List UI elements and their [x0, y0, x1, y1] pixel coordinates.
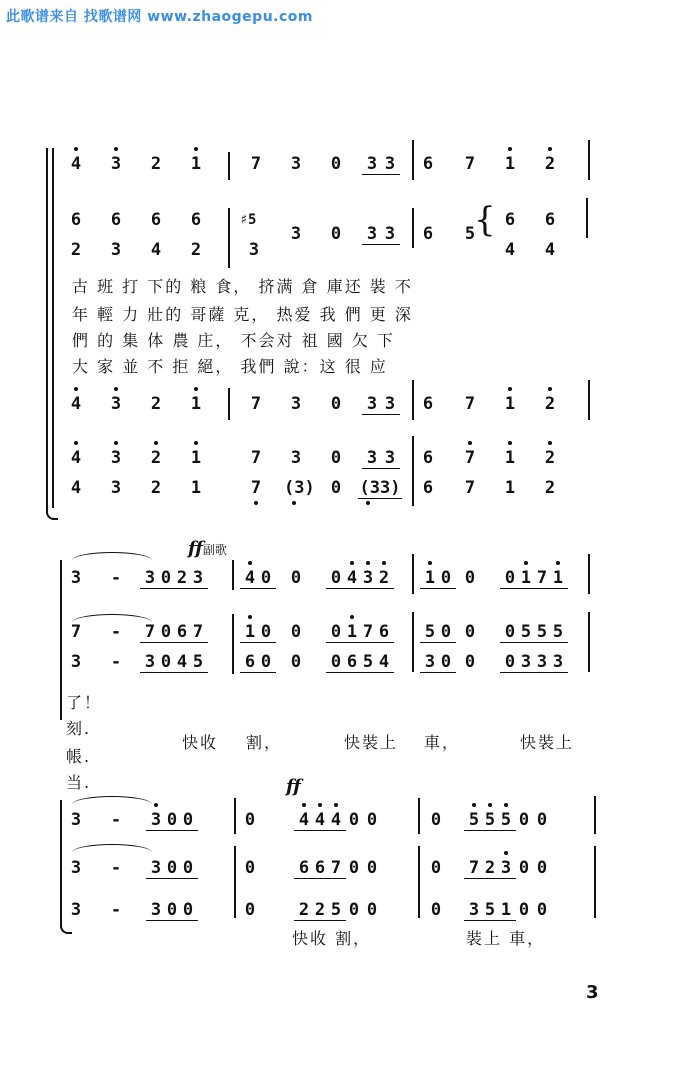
score-row: 3 - 3 0 0 0 4 4 4 0 0 0 5 5 5 0 0: [0, 808, 700, 832]
score-row: 7 - 7 0 6 7 1 0 0 0 1 7 6 5 0 0 0 5 5 5: [0, 620, 700, 644]
lyric-word: 裝上 車，: [466, 929, 546, 948]
ff-mark-2: ff: [286, 776, 301, 797]
score-row: 4 3 2 1 7 3 0 3 3 6 7 1 2: [0, 392, 700, 416]
score-row: 4 3 2 1 7 (3) 0 (33) 6 7 1 2: [70, 478, 556, 498]
system-end-hook-1: [46, 506, 58, 520]
lyric-line-3: 們 的 集 体 農 庄， 不会对 祖 國 欠 下: [72, 331, 395, 350]
lyric-text: 帳.: [66, 747, 92, 766]
score-row: 4 3 2 1 7 3 0 3 3 6 7 1 2: [0, 446, 700, 470]
lyric-word: 快收: [182, 733, 219, 752]
lyric-word: 快裝上: [344, 733, 399, 752]
system-end-hook-3: [60, 920, 72, 934]
lyric-word: 割，: [246, 733, 283, 752]
score-row: 3 - 3 0 2 3 4 0 0 0 4 3 2 1 0 0 0 1 7 1: [0, 566, 700, 590]
lyric-word: 快收 割，: [292, 929, 372, 948]
watermark: 此歌谱来自 找歌谱网 www.zhaogepu.com: [6, 9, 313, 25]
lyric-text: 刻.: [66, 719, 92, 738]
lyric-text: 当.: [66, 773, 92, 792]
score-row: 4 3 2 1 7 3 0 3 3 6 7 1 2: [0, 152, 700, 176]
score-row: 2 3 4 2 3 4 4: [70, 240, 556, 260]
score-row: 3 - 3 0 4 5 6 0 0 0 6 5 4 3 0 0 0 3 3 3: [0, 650, 700, 674]
score-row: 3 0 3 3 6 5: [0, 222, 700, 246]
ff-mark-1: ff副歌: [188, 538, 227, 559]
lyric-line-2: 年 輕 力 壯的 哥薩 克， 热爱 我 們 更 深: [72, 305, 413, 324]
score-row: 3 - 3 0 0 0 2 2 5 0 0 0 3 5 1 0 0: [70, 900, 548, 920]
page-number: 3: [586, 982, 599, 1003]
lyric-line-1: 古 班 打 下的 粮 食， 挤满 倉 庫还 裝 不: [72, 277, 413, 296]
score-row: 6 6 6 6 ♯5 { 6 6: [0, 208, 700, 232]
lyric-word: 車，: [424, 733, 461, 752]
lyric-word: 快裝上: [520, 733, 575, 752]
lyric-line-4: 大 家 並 不 拒 絕， 我們 說：这 很 应: [72, 357, 388, 376]
lyric-text: 了！: [66, 693, 103, 712]
score-row: 3 - 3 0 0 0 6 6 7 0 0 0 7 2 3 0 0: [0, 856, 700, 880]
